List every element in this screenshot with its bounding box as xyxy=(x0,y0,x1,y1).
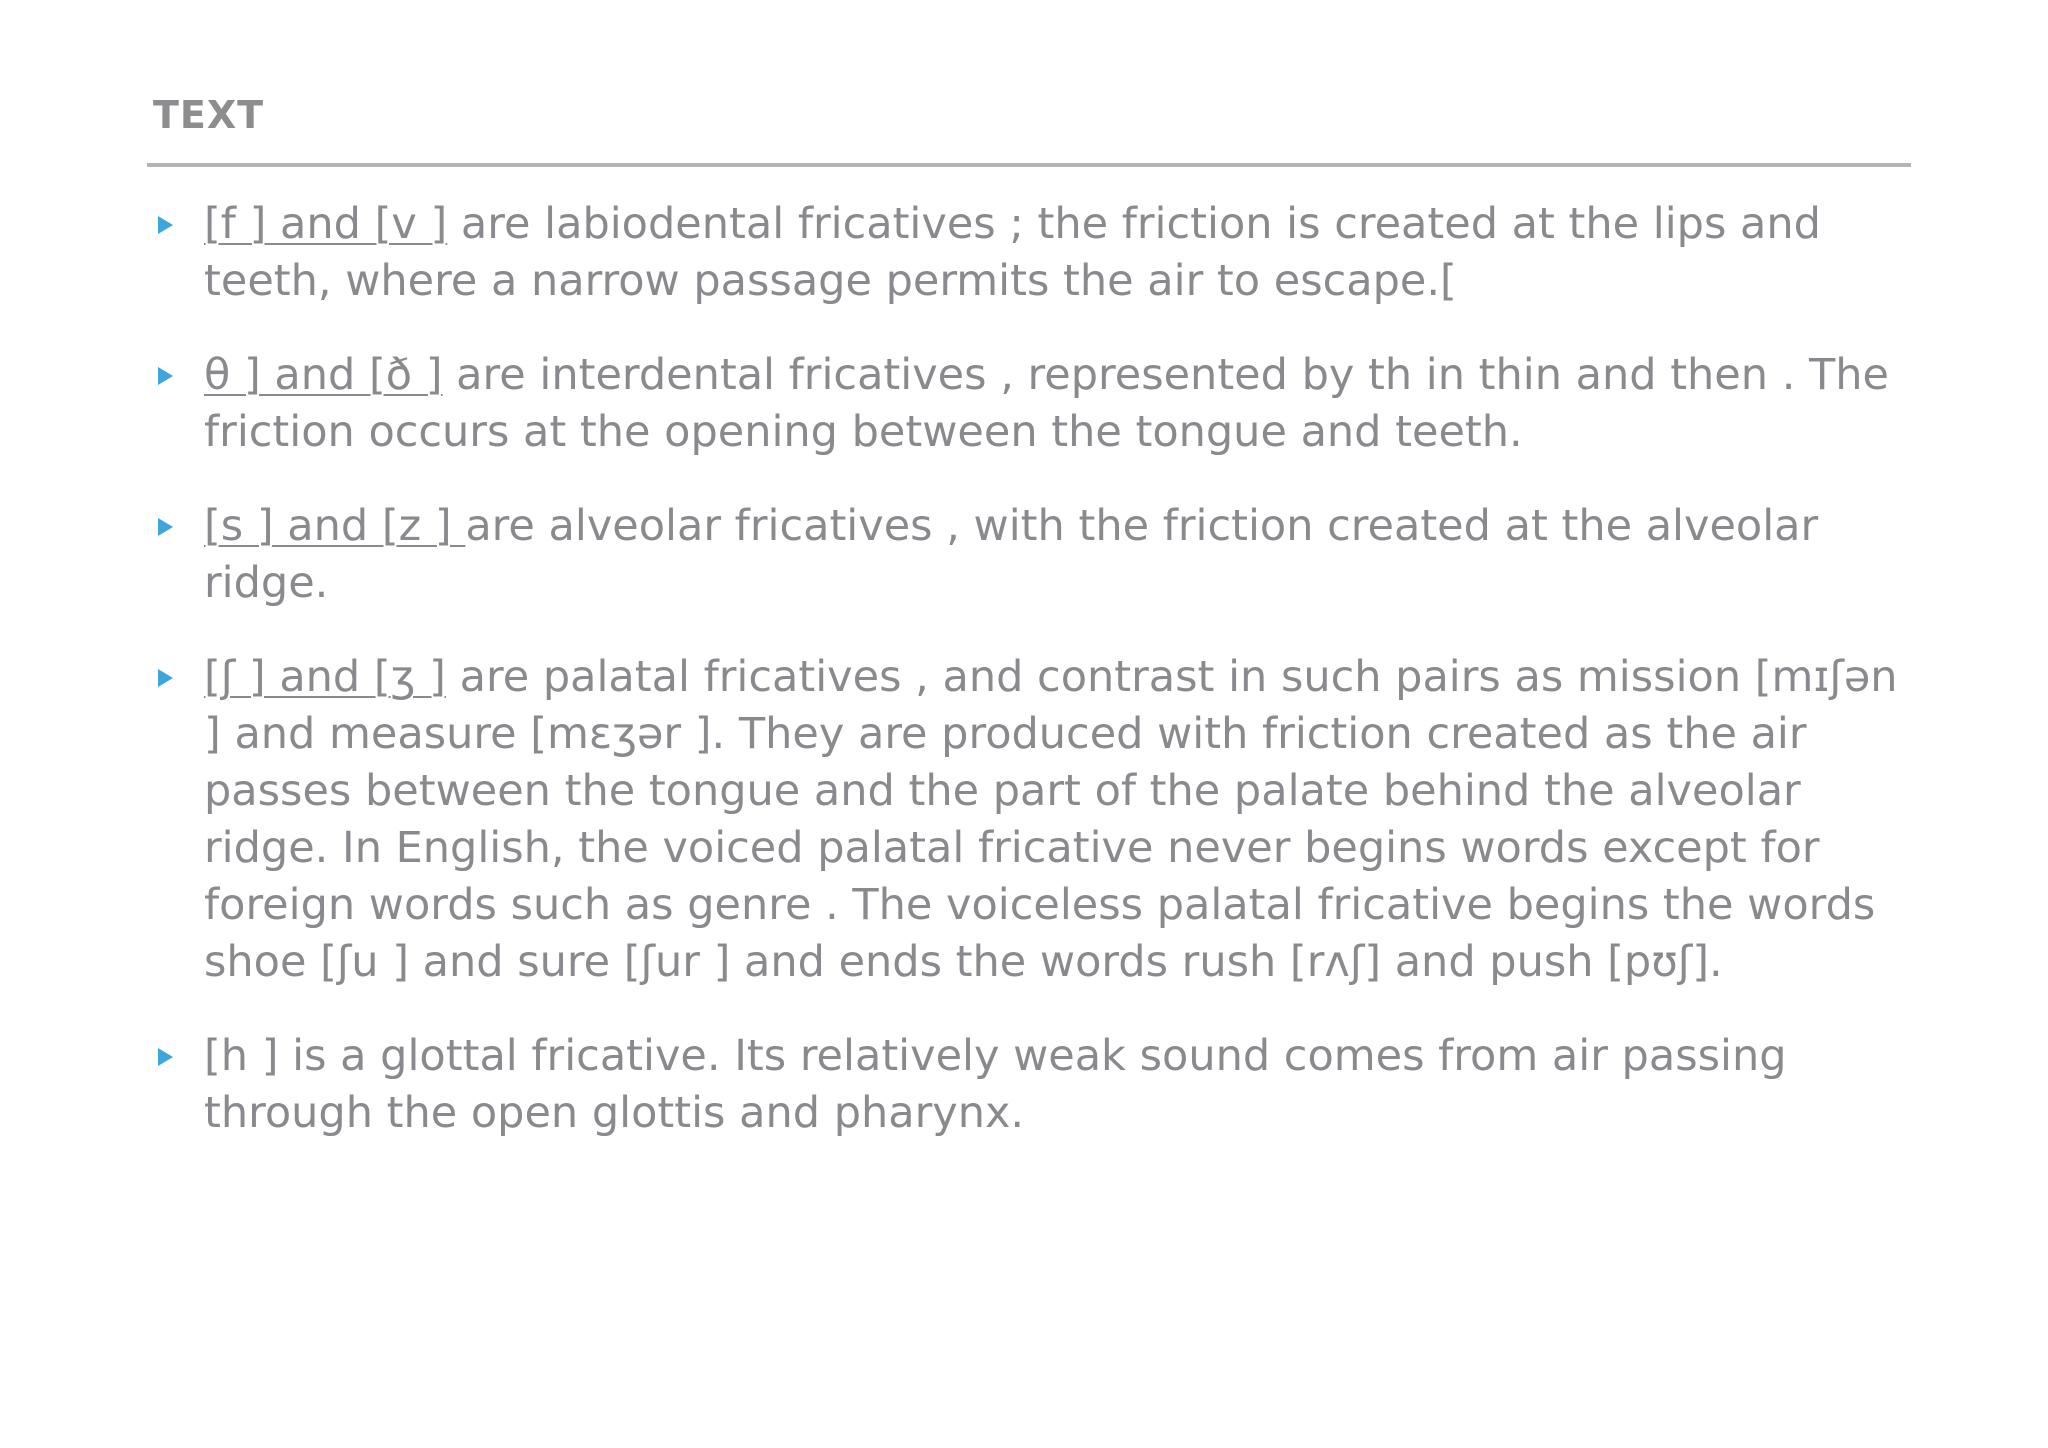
triangle-right-icon xyxy=(158,216,173,234)
triangle-right-icon xyxy=(158,669,173,687)
bullet-text: are palatal fricatives , and contrast in such pairs as mission [mɪʃən ] and measure [mɛʒər ]. They are produced with friction created as the air passes between the tongue and the part of the palate behind the alveolar ridge. In English, the voiced palatal fricative never begins words except for foreign words such as genre . The voiceless palatal fricative begins the words shoe [ʃu ] and sure [ʃur ] and ends the words rush [rʌʃ] and push [pʊʃ]. xyxy=(204,652,1898,987)
title-divider xyxy=(147,163,1911,167)
triangle-right-icon xyxy=(158,367,173,385)
triangle-right-icon xyxy=(158,518,173,536)
slide-title: TEXT xyxy=(153,93,265,137)
bullet-text: [h ] is a glottal fricative. Its relatively weak sound comes from air passing through the open glottis and pharynx. xyxy=(204,1031,1787,1138)
bullet-term: [f ] and [v ] xyxy=(204,199,448,249)
bullet-list xyxy=(158,196,1918,1179)
bullet-text: are interdental fricatives , represented by th in thin and then . The friction occurs at the opening between the tongue and teeth. xyxy=(204,350,1889,457)
bullet-item-glottal xyxy=(158,1028,1918,1142)
bullet-item-interdental xyxy=(158,347,1918,461)
bullet-item-labiodental xyxy=(158,196,1918,310)
bullet-term: [s ] and [z ] xyxy=(204,501,466,551)
triangle-right-icon xyxy=(158,1048,173,1066)
bullet-item-palatal xyxy=(158,649,1918,991)
bullet-term: θ ] and [ð ] xyxy=(204,350,443,400)
bullet-text: are labiodental fricatives ; the friction is created at the lips and teeth, where a narrow passage permits the air to escape.[ xyxy=(204,199,1821,306)
bullet-text: are alveolar fricatives , with the friction created at the alveolar ridge. xyxy=(204,501,1819,608)
bullet-item-alveolar xyxy=(158,498,1918,612)
bullet-term: [ʃ ] and [ʒ ] xyxy=(204,652,446,702)
